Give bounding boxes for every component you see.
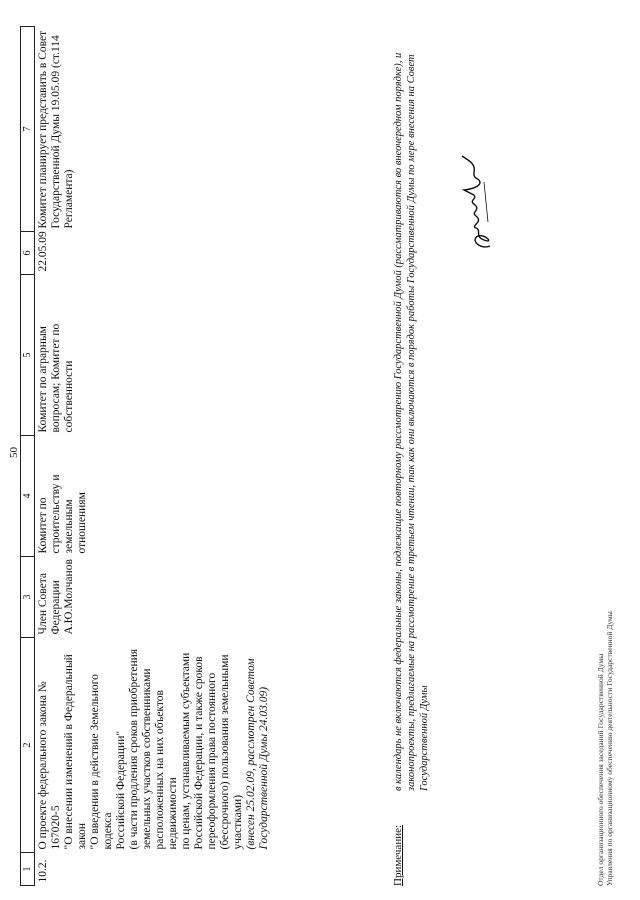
col-header-5: 5 — [21, 275, 35, 436]
col-header-6: 6 — [21, 232, 35, 275]
page-number: 50 — [8, 447, 20, 458]
bill-title-cell — [35, 638, 274, 853]
bill-title-line: Российской Федерации, и также сроков — [193, 656, 205, 850]
column-number-row — [21, 27, 35, 886]
plan-cell: Комитет планирует представить в Совет Государственной Думы 19.05.09 (ст.114 Регламента) — [37, 30, 75, 229]
bill-title-line: "О введении в действие Земельного кодекса — [89, 674, 114, 850]
row-number: 10.2. — [37, 859, 49, 883]
date-cell: 22.05.09 — [37, 231, 49, 272]
note-text: в календарь не включаются федеральные законы, подлежащие повторному рассмотрению Государственной Думой (рассматриваются во внеочередном порядке), и законопроекты, предлагаемые на рассмотрение в третьем чтении, так как они включаются в порядок работы Государственной Думы по мере внесения на Совет Государственной Думы — [393, 52, 430, 791]
col-header-1: 1 — [21, 853, 35, 886]
submission-info: (внесен 25.02.09, рассмотрен Советом Государственной Думы 24.03.09) — [245, 658, 270, 850]
author-cell: Член Совета Федерации А.Ю.Молчанов — [37, 559, 75, 635]
bill-title-line: по ценам, устанавливаемым субъектами — [180, 652, 192, 850]
col-header-3: 3 — [21, 557, 35, 638]
bill-title-line: (бессрочного) пользования земельными — [219, 654, 231, 850]
footer-line: Отдел организационного обеспечения заседаний Государственной Думы — [596, 653, 605, 886]
table-row — [35, 27, 274, 886]
col-header-7: 7 — [21, 27, 35, 232]
bill-title-line: переоформления права постоянного — [206, 672, 218, 850]
bill-title-line: расположенных на них объектов недвижимости — [154, 690, 179, 850]
co-committees-cell: Комитет по аграрным вопросам; Комитет по собственности — [37, 323, 75, 433]
bill-title-line: О проекте федерального закона № 167020-5 — [37, 681, 62, 850]
bill-title-line: земельных участков собственниками — [141, 668, 153, 850]
col-header-2: 2 — [21, 638, 35, 853]
responsible-committee-cell: Комитет по строительству и земельным отношениям — [37, 474, 88, 554]
bill-title-line: (в части продления сроков приобретения — [128, 648, 140, 850]
calendar-table — [20, 26, 273, 886]
note-block — [392, 26, 431, 886]
bill-title-line: Российской Федерации" — [115, 730, 127, 850]
note-label: Примечание: — [392, 824, 404, 886]
signature-image — [454, 152, 504, 252]
bill-title-line: "О внесении изменений в Федеральный закон — [63, 654, 88, 850]
bill-title-line: участками) — [232, 794, 244, 850]
footer-line: Управления по организационному обеспечению деятельности Государственной Думы — [605, 611, 614, 886]
footer — [596, 611, 614, 886]
col-header-4: 4 — [21, 436, 35, 557]
